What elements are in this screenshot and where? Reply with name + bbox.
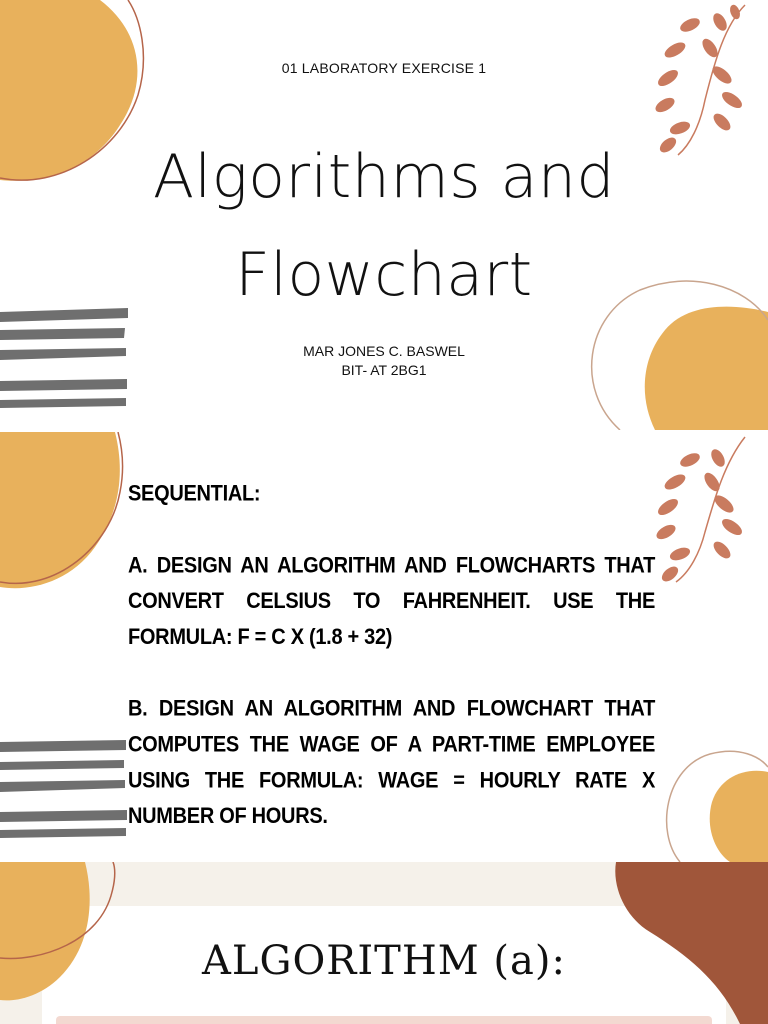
title-slide xyxy=(0,0,768,430)
page-title xyxy=(0,128,768,324)
leaf-branch-icon xyxy=(655,437,745,584)
author-block xyxy=(0,342,768,380)
outline-curve-bottom-right xyxy=(667,751,768,862)
task-a-text: A. DESIGN AN ALGORITHM AND FLOWCHARTS THAT CONVERT CELSIUS TO FAHRENHEIT. USE THE FORMULA: F = C X (1.8 + 32) xyxy=(128,553,655,650)
section-title: ALGORITHM (a): xyxy=(202,938,566,984)
outline-curve-top-left xyxy=(0,432,123,583)
task-description xyxy=(128,476,655,834)
task-b-text: B. DESIGN AN ALGORITHM AND FLOWCHART THAT COMPUTES THE WAGE OF A PART-TIME EMPLOYEE USING THE FORMULA: WAGE = HOURLY RATE X NUMBER OF HOURS. xyxy=(128,696,655,829)
orange-blob-top-left xyxy=(0,432,120,588)
author-section: BIT- AT 2BG1 xyxy=(341,362,427,378)
title-line-1: Algorithms and xyxy=(153,142,615,212)
content-box-top xyxy=(56,1016,712,1024)
section-heading: SEQUENTIAL: xyxy=(128,481,261,507)
exercise-label: 01 LABORATORY EXERCISE 1 xyxy=(281,60,487,76)
title-line-2: Flowchart xyxy=(235,240,533,310)
gray-stripes-left xyxy=(0,740,127,838)
author-name: MAR JONES C. BASWEL xyxy=(303,343,465,359)
algorithm-slide xyxy=(0,862,768,1024)
orange-blob-bottom-right xyxy=(710,771,768,862)
task-slide xyxy=(0,432,768,862)
